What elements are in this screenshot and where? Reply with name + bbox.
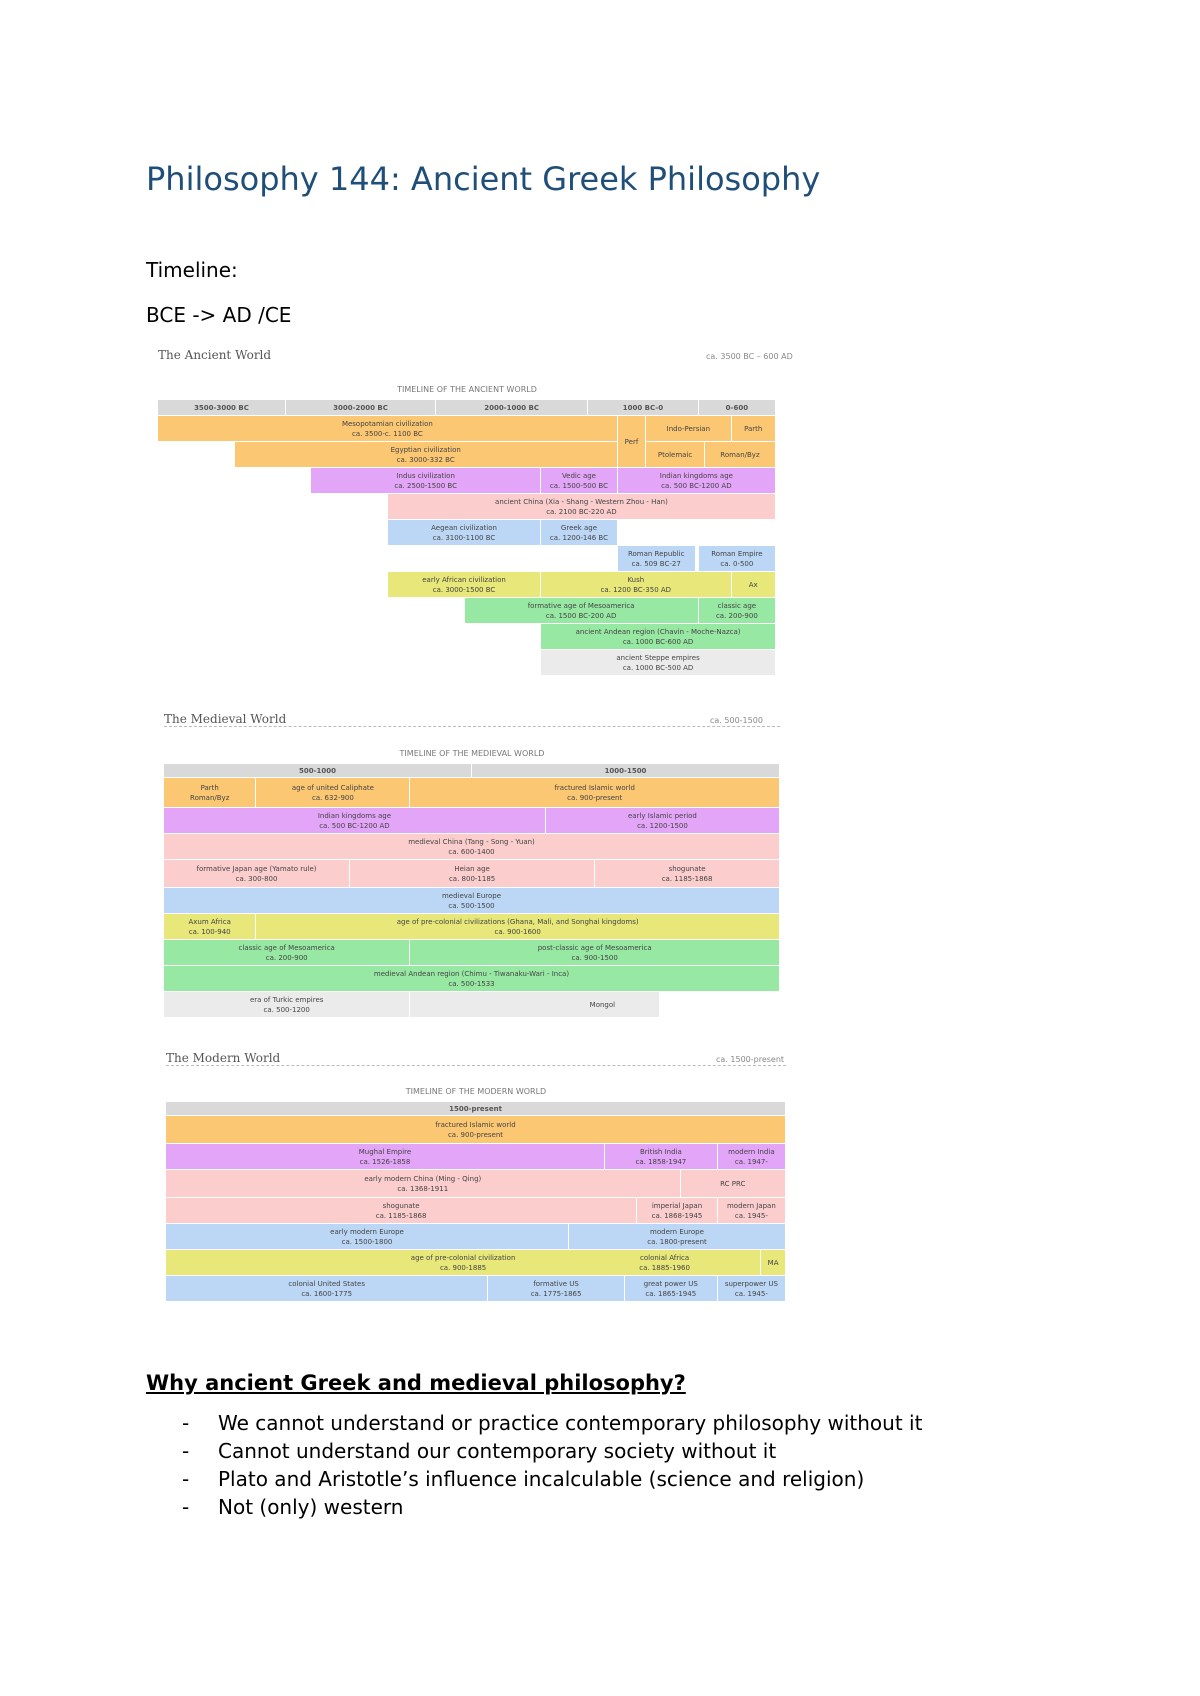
timeline-bar bbox=[541, 468, 617, 493]
timeline-bar bbox=[718, 1276, 785, 1301]
timeline-divider bbox=[166, 1065, 786, 1066]
timeline-bar-label: 1000-1500 bbox=[604, 766, 647, 775]
timeline-bar-dates: ca. 1500-500 BC bbox=[549, 481, 609, 490]
timeline-bar-dates: ca. 2500-1500 BC bbox=[394, 481, 457, 490]
timeline-bar-dates: ca. 1947- bbox=[734, 1157, 768, 1166]
timeline-bar-label: imperial Japan bbox=[651, 1201, 703, 1210]
timeline-bar-label: era of Turkic empires bbox=[249, 995, 324, 1004]
timeline-bar-dates: ca. 500-1533 bbox=[448, 979, 495, 988]
timeline-bar-label: Vedic age bbox=[561, 471, 596, 480]
timeline-bar-label: classic age of Mesoamerica bbox=[238, 943, 335, 952]
page-title: Philosophy 144: Ancient Greek Philosophy bbox=[146, 160, 821, 198]
timeline-bar bbox=[164, 914, 255, 939]
timeline-bar bbox=[164, 834, 779, 859]
timeline-bar-dates: ca. 1185-1868 bbox=[375, 1211, 427, 1220]
timeline-bar bbox=[718, 1198, 785, 1223]
timeline-bar bbox=[541, 572, 730, 597]
timeline-bar-dates: ca. 1800-present bbox=[647, 1237, 707, 1246]
timeline-caption: TIMELINE OF THE MODERN WORLD bbox=[405, 1087, 547, 1096]
timeline-bar bbox=[164, 940, 409, 965]
timeline-bar bbox=[164, 860, 349, 887]
timeline-bar-dates: ca. 100-940 bbox=[188, 927, 231, 936]
timeline-bar bbox=[718, 1144, 785, 1169]
timeline-bar-label: formative age of Mesoamerica bbox=[527, 601, 635, 610]
timeline-bar-dates: ca. 0-500 bbox=[720, 559, 754, 568]
timeline-bar bbox=[166, 1276, 487, 1301]
timeline-bar-label: formative US bbox=[533, 1279, 579, 1288]
timeline-bar bbox=[569, 1250, 760, 1275]
timeline-bar-label: 1000 BC-0 bbox=[622, 403, 664, 412]
timeline-bar-label: shogunate bbox=[382, 1201, 420, 1210]
timeline-bar bbox=[311, 468, 540, 493]
timeline-bar-dates: ca. 500-1200 bbox=[263, 1005, 310, 1014]
timeline-bar bbox=[699, 546, 775, 571]
timeline-bar-label: Parth bbox=[200, 783, 219, 792]
bullet-item: - Not (only) western bbox=[146, 1493, 922, 1521]
timeline-bar bbox=[618, 546, 695, 571]
timeline-caption: TIMELINE OF THE ANCIENT WORLD bbox=[397, 385, 537, 394]
timeline-bar-label: Axum Africa bbox=[188, 917, 231, 926]
timeline-bar-dates: ca. 1945- bbox=[734, 1211, 768, 1220]
timeline-bar-label: age of united Caliphate bbox=[291, 783, 374, 792]
timeline-bar-label: Roman/Byz bbox=[720, 450, 760, 459]
timeline-heading: The Ancient World bbox=[158, 348, 272, 362]
timeline-bar-label: Mughal Empire bbox=[358, 1147, 412, 1156]
timeline-bar bbox=[732, 572, 775, 597]
timeline-bar-label: Aegean civilization bbox=[431, 523, 497, 532]
timeline-bar-label: modern India bbox=[728, 1147, 775, 1156]
timeline-bar-label: MA bbox=[767, 1258, 779, 1267]
timeline-bar bbox=[699, 400, 775, 415]
timeline-bar-label: British India bbox=[639, 1147, 682, 1156]
timeline-bar-label: great power US bbox=[643, 1279, 698, 1288]
timeline-bar-label: colonial Africa bbox=[640, 1253, 690, 1262]
bullet-list bbox=[146, 1409, 922, 1521]
era-line: BCE -> AD /CE bbox=[146, 303, 292, 327]
timeline-bar bbox=[388, 572, 540, 597]
timeline-bar bbox=[472, 764, 779, 777]
timeline-bar-dates: ca. 300-800 bbox=[235, 874, 278, 883]
timeline-bar-label: ancient Andean region (Chavin - Moche-Nazca) bbox=[575, 627, 741, 636]
timeline-bar-label: Greek age bbox=[560, 523, 598, 532]
timeline-bar bbox=[546, 992, 659, 1017]
timeline-bar-dates: ca. 3000-1500 BC bbox=[432, 585, 496, 594]
timeline-bar bbox=[166, 1116, 785, 1143]
timeline-bar-dates: Roman/Byz bbox=[190, 793, 230, 802]
timeline-bar-dates: ca. 509 BC-27 bbox=[631, 559, 681, 568]
timeline-bar bbox=[588, 400, 698, 415]
timeline-range: ca. 500-1500 bbox=[710, 716, 763, 725]
timeline-bar-label: superpower US bbox=[724, 1279, 778, 1288]
timeline-bar-label: early African civilization bbox=[422, 575, 506, 584]
timeline-bar-label: age of pre-colonial civilization bbox=[410, 1253, 516, 1262]
timeline-label: Timeline: bbox=[146, 258, 238, 282]
timeline-bar-dates: ca. 3500-c. 1100 BC bbox=[351, 429, 423, 438]
timeline-bar-label: Egyptian civilization bbox=[390, 445, 461, 454]
timeline-bar-label: Indian kingdoms age bbox=[317, 811, 392, 820]
timeline-bar-label: medieval China (Tang - Song - Yuan) bbox=[408, 837, 535, 846]
timeline-bar-label: shogunate bbox=[668, 864, 706, 873]
timeline-bar-label: medieval Europe bbox=[441, 891, 502, 900]
timeline-bar-label: 0-600 bbox=[725, 403, 749, 412]
timeline-caption: TIMELINE OF THE MEDIEVAL WORLD bbox=[399, 749, 545, 758]
timeline-bar-dates: ca. 900-present bbox=[567, 793, 623, 802]
timeline-bar-label: Indo-Persian bbox=[666, 424, 711, 433]
section-heading: Why ancient Greek and medieval philosophy? bbox=[146, 1371, 686, 1395]
timeline-bar-label: Perf bbox=[624, 437, 639, 446]
timeline-bar bbox=[699, 598, 775, 623]
timeline-bar-dates: ca. 200-900 bbox=[265, 953, 308, 962]
timeline-bar-dates: ca. 900-1600 bbox=[494, 927, 541, 936]
timeline-bar bbox=[465, 598, 698, 623]
timeline-bar-dates: ca. 632-900 bbox=[311, 793, 354, 802]
timeline-bar bbox=[164, 808, 545, 833]
timeline-range: ca. 3500 BC – 600 AD bbox=[706, 352, 793, 361]
timeline-bar bbox=[256, 778, 409, 807]
timeline-bar bbox=[166, 1144, 604, 1169]
timeline-bar bbox=[681, 1170, 785, 1197]
timeline-bar bbox=[164, 764, 471, 777]
timeline-bar-dates: ca. 1185-1868 bbox=[661, 874, 713, 883]
timeline-bar-label: ancient China (Xia - Shang - Western Zhou - Han) bbox=[495, 497, 668, 506]
timeline-bar bbox=[637, 1198, 717, 1223]
timeline-bar-label: medieval Andean region (Chimu - Tiwanaku-Wari - Inca) bbox=[373, 969, 570, 978]
timeline-bar bbox=[569, 1224, 785, 1249]
timeline-bar-dates: ca. 1858-1947 bbox=[635, 1157, 687, 1166]
timeline-bar-dates: ca. 1885-1960 bbox=[639, 1263, 690, 1272]
timeline-bar-label: 3500-3000 BC bbox=[194, 403, 249, 412]
timeline-bar-label: formative Japan age (Yamato rule) bbox=[196, 864, 317, 873]
timeline-bar bbox=[541, 520, 617, 545]
timeline-bar-dates: ca. 800-1185 bbox=[448, 874, 496, 883]
timeline-bar-label: 2000-1000 BC bbox=[484, 403, 539, 412]
timeline-bar bbox=[410, 940, 779, 965]
timeline-bar-dates: ca. 1200 BC-350 AD bbox=[600, 585, 672, 594]
timeline-bar-label: Heian age bbox=[454, 864, 490, 873]
timeline-bar-dates: ca. 1526-1858 bbox=[359, 1157, 411, 1166]
timeline-bar-label: Roman Empire bbox=[711, 549, 763, 558]
timeline-bar-dates: ca. 900-1500 bbox=[571, 953, 618, 962]
timeline-bar bbox=[761, 1250, 785, 1275]
timeline-bar bbox=[166, 1102, 785, 1115]
timeline-bar-dates: ca. 1000 BC-600 AD bbox=[622, 637, 694, 646]
timeline-bar-label: Ax bbox=[748, 580, 758, 589]
timeline-bar-dates: ca. 1500 BC-200 AD bbox=[545, 611, 617, 620]
timeline-bar-label: ancient Steppe empires bbox=[616, 653, 700, 662]
timeline-bar-label: Parth bbox=[744, 424, 763, 433]
timeline-heading: The Medieval World bbox=[164, 712, 287, 726]
timeline-bar-label: fractured Islamic world bbox=[554, 783, 635, 792]
bullet-item: - We cannot understand or practice contemporary philosophy without it bbox=[146, 1409, 922, 1437]
timeline-bar bbox=[350, 860, 594, 887]
timeline-bar-dates: ca. 2100 BC-220 AD bbox=[546, 507, 617, 516]
timeline-bar bbox=[541, 650, 775, 675]
timeline-bar-label: colonial United States bbox=[288, 1279, 365, 1288]
timeline-bar-dates: ca. 1500-1800 bbox=[341, 1237, 393, 1246]
timeline-bar bbox=[166, 1198, 636, 1223]
timeline-bar bbox=[625, 1276, 717, 1301]
timeline-bar-label: early Islamic period bbox=[628, 811, 697, 820]
timeline-bar-dates: ca. 3000-332 BC bbox=[396, 455, 455, 464]
timeline-bar-label: post-classic age of Mesoamerica bbox=[537, 943, 652, 952]
timeline-bar-label: RC PRC bbox=[720, 1179, 746, 1188]
timeline-bar-dates: ca. 1600-1775 bbox=[301, 1289, 353, 1298]
timeline-bar bbox=[164, 778, 255, 807]
timeline-range: ca. 1500-present bbox=[716, 1055, 785, 1064]
timeline-bar bbox=[618, 416, 645, 467]
timeline-bar bbox=[164, 966, 779, 991]
timeline-bar-dates: ca. 3100-1100 BC bbox=[432, 533, 496, 542]
timeline-bar-label: Roman Republic bbox=[627, 549, 685, 558]
timeline-bar-label: modern Japan bbox=[726, 1201, 776, 1210]
timeline-bar-dates: ca. 1368-1911 bbox=[397, 1184, 449, 1193]
timeline-bar-dates: ca. 500-1500 bbox=[448, 901, 495, 910]
timeline-bar-dates: ca. 900-1885 bbox=[439, 1263, 487, 1272]
timeline-bar bbox=[436, 400, 587, 415]
timeline-bar bbox=[705, 442, 775, 467]
timeline-bar-label: Indus civilization bbox=[396, 471, 455, 480]
timeline-bar bbox=[732, 416, 775, 441]
timeline-bar-dates: ca. 1865-1945 bbox=[645, 1289, 697, 1298]
timeline-bar bbox=[541, 624, 775, 649]
timeline-bar-label: Indian kingdoms age bbox=[659, 471, 733, 480]
timeline-bar bbox=[158, 400, 285, 415]
timeline-bar-dates: ca. 900-present bbox=[447, 1130, 504, 1139]
timeline-bar-label: 1500-present bbox=[449, 1104, 502, 1113]
timeline-bar-dates: ca. 1945- bbox=[734, 1289, 768, 1298]
timeline-bar bbox=[158, 416, 617, 441]
timeline-bar bbox=[166, 1170, 680, 1197]
timeline-bar-dates: ca. 500 BC-1200 AD bbox=[661, 481, 732, 490]
bullet-item: - Cannot understand our contemporary society without it bbox=[146, 1437, 922, 1465]
timeline-bar-label: Mongol bbox=[589, 1000, 616, 1009]
timeline-bar-dates: ca. 1200-146 BC bbox=[549, 533, 609, 542]
timeline-bar bbox=[410, 778, 779, 807]
timeline-bar-label: 500-1000 bbox=[299, 766, 336, 775]
timeline-bar-label: age of pre-colonial civilizations (Ghana, Mali, and Songhai kingdoms) bbox=[396, 917, 639, 926]
timeline-bar-dates: ca. 500 BC-1200 AD bbox=[319, 821, 390, 830]
timeline-bar bbox=[164, 992, 409, 1017]
timeline-bar bbox=[388, 520, 540, 545]
timeline-bar-dates: ca. 1775-1865 bbox=[530, 1289, 582, 1298]
timeline-bar-label: early modern China (Ming - Qing) bbox=[364, 1174, 482, 1183]
timeline-bar bbox=[646, 416, 730, 441]
timeline-bar-label: modern Europe bbox=[650, 1227, 704, 1236]
timeline-heading: The Modern World bbox=[166, 1051, 281, 1065]
timeline-bar bbox=[618, 468, 775, 493]
timeline-bar-label: Kush bbox=[627, 575, 645, 584]
timeline-bar-label: fractured Islamic world bbox=[435, 1120, 516, 1129]
timeline-divider bbox=[164, 726, 780, 727]
timeline-bar bbox=[164, 888, 779, 913]
timeline-bar-label: Mesopotamian civilization bbox=[341, 419, 433, 428]
timeline-bar-dates: ca. 600-1400 bbox=[448, 847, 495, 856]
timeline-bar-label: Ptolemaic bbox=[657, 450, 693, 459]
timeline-bar bbox=[256, 914, 779, 939]
timeline-bar-label: early modern Europe bbox=[330, 1227, 404, 1236]
timeline-bar-label: classic age bbox=[717, 601, 757, 610]
timeline-bar bbox=[166, 1224, 568, 1249]
timeline-bar bbox=[286, 400, 435, 415]
timeline-bar-dates: ca. 1868-1945 bbox=[651, 1211, 703, 1220]
timeline-bar-label: 3000-2000 BC bbox=[333, 403, 388, 412]
timeline-bar bbox=[605, 1144, 717, 1169]
timeline-bar bbox=[646, 442, 704, 467]
timeline-bar-dates: ca. 200-900 bbox=[715, 611, 758, 620]
timeline-bar bbox=[546, 808, 779, 833]
bullet-item: - Plato and Aristotle’s influence incalculable (science and religion) bbox=[146, 1465, 922, 1493]
timeline-bar-dates: ca. 1200-1500 bbox=[637, 821, 688, 830]
timeline-bar bbox=[235, 442, 617, 467]
timeline-bar bbox=[388, 494, 775, 519]
timeline-bar-dates: ca. 1000 BC-500 AD bbox=[622, 663, 694, 672]
timeline-bar bbox=[595, 860, 779, 887]
timeline-bar bbox=[488, 1276, 623, 1301]
